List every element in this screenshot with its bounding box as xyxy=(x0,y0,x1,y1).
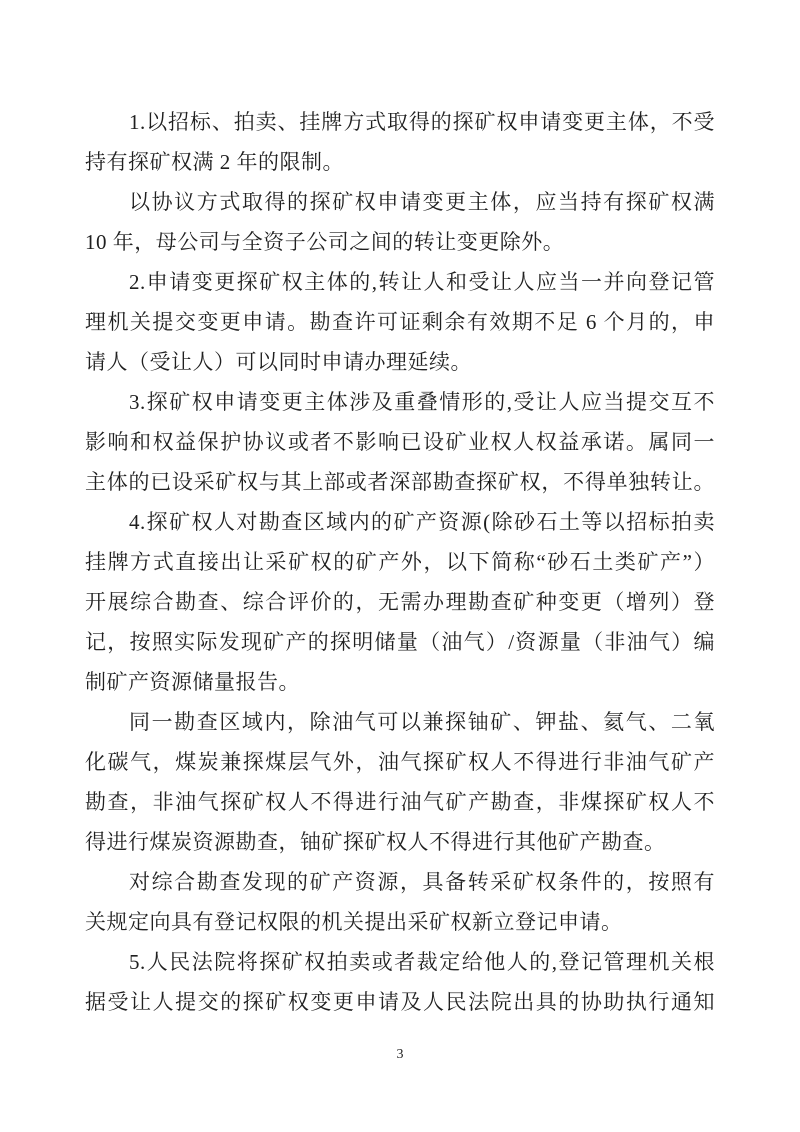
text-line: 请人（受让人）可以同时申请办理延续。 xyxy=(85,350,472,374)
text-line: 化碳气，煤炭兼探煤层气外，油气探矿权人不得进行非油气矿产 xyxy=(85,750,715,774)
text-line: 制矿产资源储量报告。 xyxy=(85,670,300,694)
document-body xyxy=(85,102,715,1022)
text-line: 理机关提交变更申请。勘查许可证剩余有效期不足 6 个月的，申 xyxy=(85,310,715,334)
text-line: 开展综合勘查、综合评价的，无需办理勘查矿种变更（增列）登 xyxy=(85,590,715,614)
text-line: 同一勘查区域内，除油气可以兼探铀矿、钾盐、氦气、二氧 xyxy=(129,710,715,734)
page-number: 3 xyxy=(396,1047,404,1062)
text-line: 5.人民法院将探矿权拍卖或者裁定给他人的,登记管理机关根 xyxy=(129,950,715,974)
text-line: 3.探矿权申请变更主体涉及重叠情形的,受让人应当提交互不 xyxy=(129,390,715,414)
text-line: 2.申请变更探矿权主体的,转让人和受让人应当一并向登记管 xyxy=(129,270,715,294)
text-line: 据受让人提交的探矿权变更申请及人民法院出具的协助执行通知 xyxy=(85,990,715,1014)
text-line: 主体的已设采矿权与其上部或者深部勘查探矿权，不得单独转让。 xyxy=(85,470,715,494)
text-line: 影响和权益保护协议或者不影响已设矿业权人权益承诺。属同一 xyxy=(85,430,715,454)
text-line: 10 年，母公司与全资子公司之间的转让变更除外。 xyxy=(85,230,565,254)
text-line: 勘查，非油气探矿权人不得进行油气矿产勘查，非煤探矿权人不 xyxy=(85,790,715,814)
text-line: 对综合勘查发现的矿产资源，具备转采矿权条件的，按照有 xyxy=(129,870,715,894)
text-line: 得进行煤炭资源勘查，铀矿探矿权人不得进行其他矿产勘查。 xyxy=(85,830,666,854)
text-line: 持有探矿权满 2 年的限制。 xyxy=(85,150,344,174)
text-line: 1.以招标、拍卖、挂牌方式取得的探矿权申请变更主体，不受 xyxy=(129,110,715,134)
text-line: 4.探矿权人对勘查区域内的矿产资源(除砂石土等以招标拍卖 xyxy=(129,510,715,534)
text-line: 挂牌方式直接出让采矿权的矿产外，以下简称“砂石土类矿产”） xyxy=(85,550,715,574)
text-line: 关规定向具有登记权限的机关提出采矿权新立登记申请。 xyxy=(85,910,623,934)
text-line: 记，按照实际发现矿产的探明储量（油气）/资源量（非油气）编 xyxy=(85,630,715,654)
text-line: 以协议方式取得的探矿权申请变更主体，应当持有探矿权满 xyxy=(129,190,715,214)
